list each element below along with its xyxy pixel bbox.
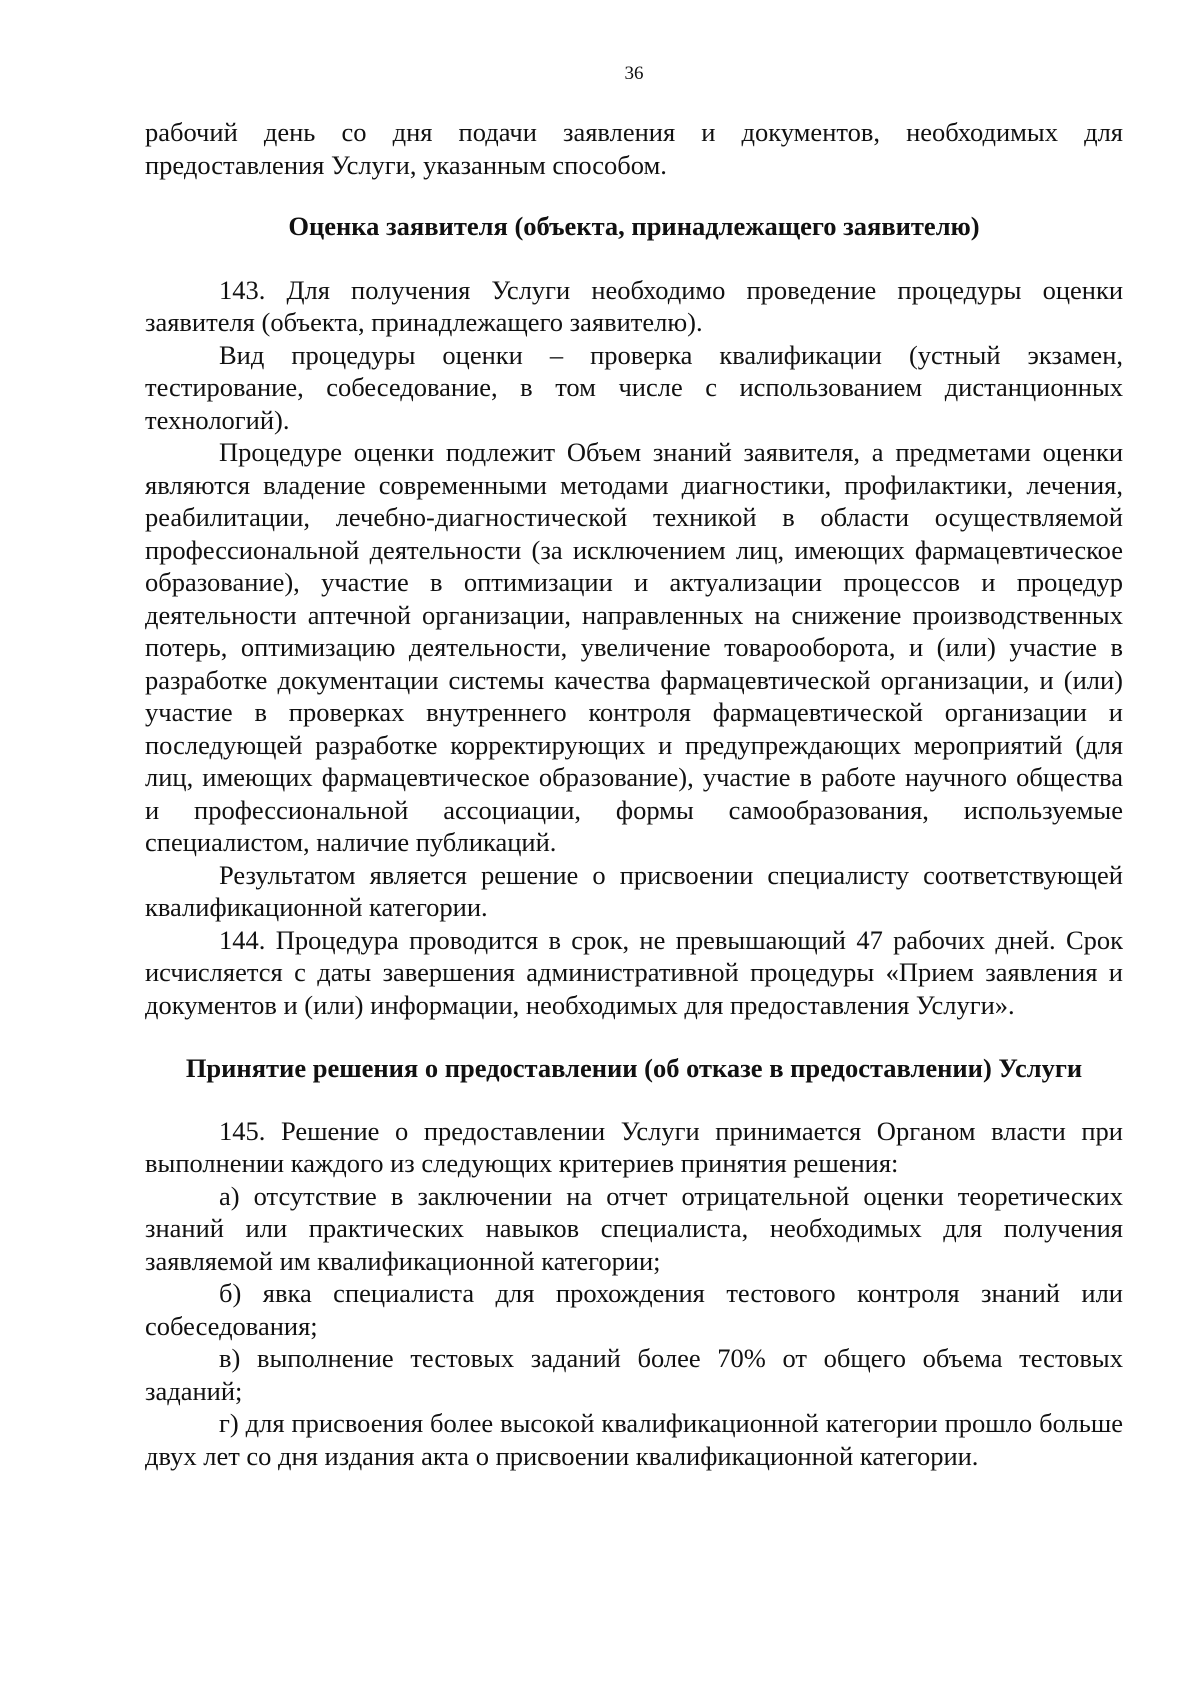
criterion-v: в) выполнение тестовых заданий более 70% от общего объема тестовых заданий; bbox=[145, 1343, 1123, 1406]
page-number: 36 bbox=[624, 63, 644, 84]
criterion-a: а) отсутствие в заключении на отчет отрицательной оценки теоретических знаний или практических навыков специалиста, необходимых для получения заявляемой им квалификационной категории; bbox=[145, 1180, 1123, 1276]
paragraph-result: Результатом является решение о присвоении специалисту соответствующей квалификационной категории. bbox=[145, 859, 1123, 922]
paragraph-procedure-type: Вид процедуры оценки – проверка квалификации (устный экзамен, тестирование, собеседование, в том числе с использованием дистанционных технологий). bbox=[145, 339, 1123, 435]
paragraph-145: 145. Решение о предоставлении Услуги принимается Органом власти при выполнении каждого из следующих критериев принятия решения: bbox=[145, 1115, 1123, 1178]
section-heading-decision: Принятие решения о предоставлении (об отказе в предоставлении) Услуги bbox=[185, 1053, 1083, 1083]
paragraph-144: 144. Процедура проводится в срок, не превышающий 47 рабочих дней. Срок исчисляется с даты завершения административной процедуры «Прием заявления и документов и (или) информации, необходимых для предоставления Услуги». bbox=[145, 924, 1123, 1020]
document-page bbox=[145, 62, 1123, 1472]
criterion-g: г) для присвоения более высокой квалификационной категории прошло больше двух лет со дня издания акта о присвоении квалификационной категории. bbox=[145, 1408, 1123, 1471]
criterion-b: б) явка специалиста для прохождения тестового контроля знаний или собеседования; bbox=[145, 1278, 1123, 1341]
section-heading-assessment: Оценка заявителя (объекта, принадлежащего заявителю) bbox=[288, 211, 980, 241]
paragraph-143: 143. Для получения Услуги необходимо проведение процедуры оценки заявителя (объекта, принадлежащего заявителю). bbox=[145, 274, 1123, 337]
continued-paragraph: рабочий день со дня подачи заявления и документов, необходимых для предоставления Услуги, указанным способом. bbox=[145, 117, 1123, 180]
paragraph-assessment-subject: Процедуре оценки подлежит Объем знаний заявителя, а предметами оценки являются владение современными методами диагностики, профилактики, лечения, реабилитации, лечебно-диагностической техникой в области осуществляемой профессиональной деятельности (за исключением лиц, имеющих фармацевтическое образование), участие в оптимизации и актуализации процессов и процедур деятельности аптечной организации, направленных на снижение производственных потерь, оптимизацию деятельности, увеличение товарооборота, и (или) участие в разработке документации системы качества фармацевтической организации, и (или) участие в проверках внутреннего контроля фармацевтической организации и последующей разработке корректирующих и предупреждающих мероприятий (для лиц, имеющих фармацевтическое образование), участие в работе научного общества и профессиональной ассоциации, формы самообразования, используемые специалистом, наличие публикаций. bbox=[145, 437, 1123, 857]
